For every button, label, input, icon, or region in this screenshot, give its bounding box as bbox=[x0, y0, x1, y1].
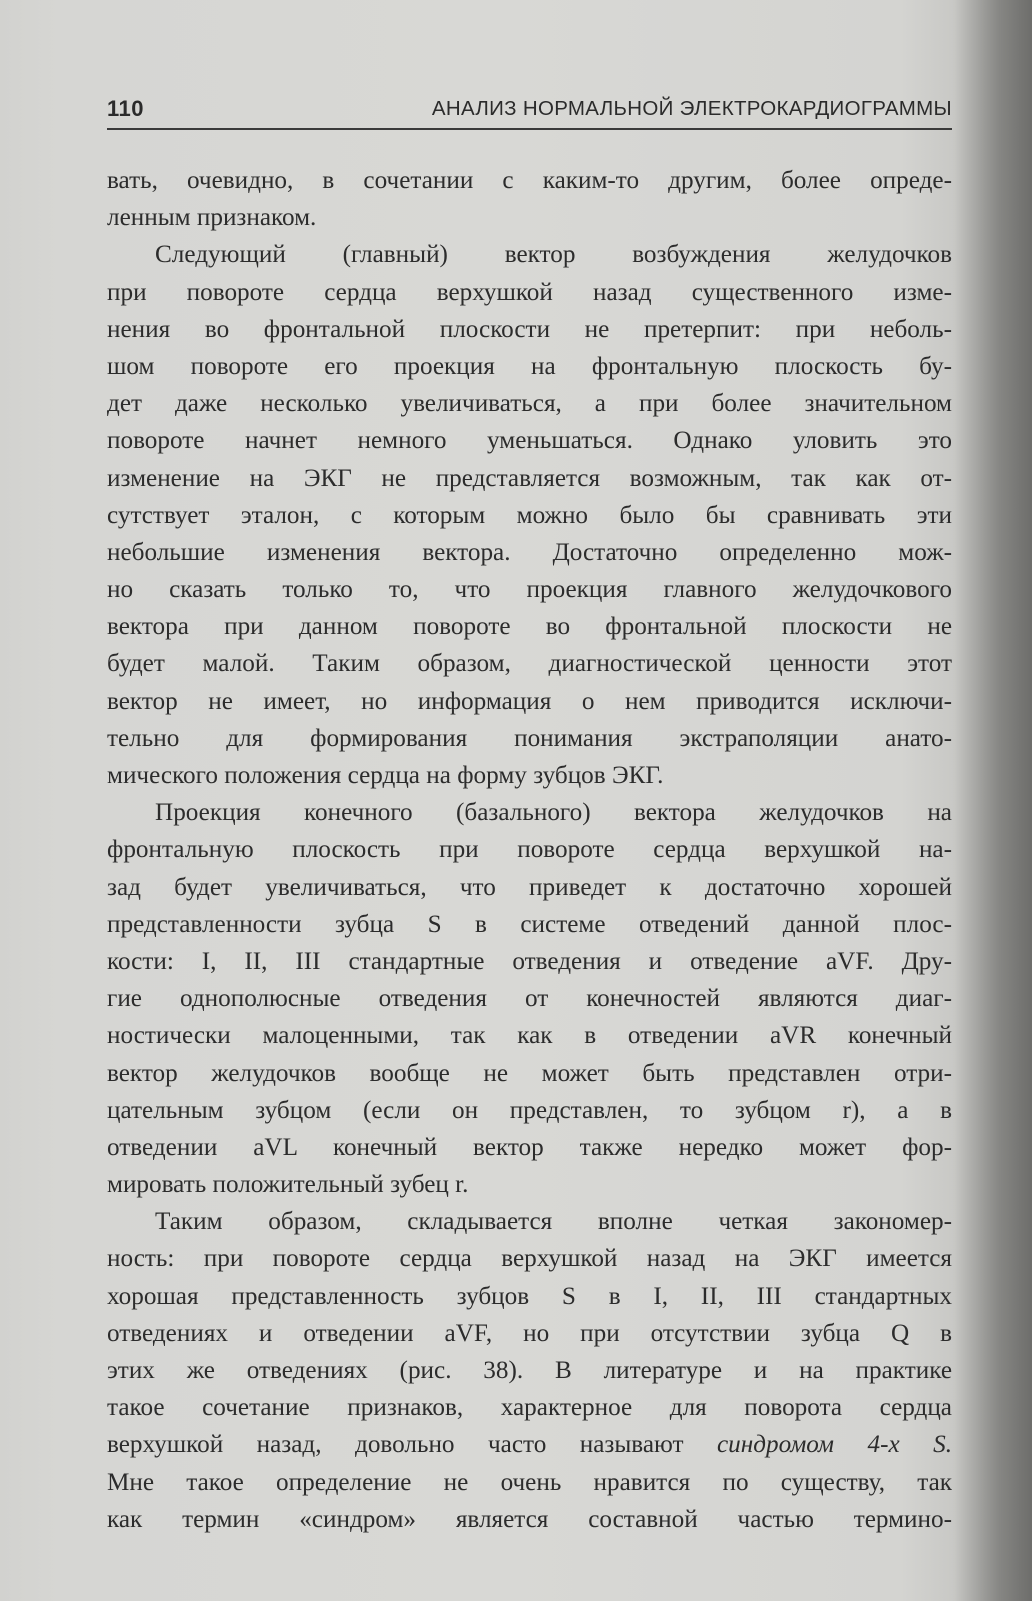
text-line-with-term bbox=[107, 1426, 952, 1463]
text-line: фронтальную плоскость при повороте сердца верхушкой на- bbox=[107, 836, 952, 864]
text-line: ленным признаком. bbox=[107, 204, 317, 232]
text-line: вектор желудочков вообще не может быть представлен отри- bbox=[107, 1059, 952, 1087]
text-line: повороте начнет немного уменьшаться. Однако уловить это bbox=[107, 427, 952, 455]
text-line: вектор не имеет, но информация о нем приводится исключи- bbox=[107, 687, 952, 715]
text-line: мического положения сердца на форму зубцов ЭКГ. bbox=[107, 762, 664, 789]
text-line: хорошая представленность зубцов S в I, II, III стандартных bbox=[107, 1282, 952, 1310]
text-line: но сказать только то, что проекция главного желудочкового bbox=[107, 576, 952, 604]
text-line: как термин «синдром» является составной частью термино- bbox=[107, 1505, 952, 1533]
text-line: шом повороте его проекция на фронтальную плоскость бу- bbox=[107, 352, 952, 380]
body-text bbox=[107, 162, 952, 1538]
paragraph bbox=[107, 162, 952, 236]
paragraph bbox=[107, 794, 952, 1203]
text-line: Проекция конечного (базального) вектора желудочков на bbox=[155, 799, 952, 827]
text-line: представленности зубца S в системе отведений данной плос- bbox=[107, 910, 952, 938]
text-line: тельно для формирования понимания экстраполяции анато- bbox=[107, 724, 952, 752]
text-line: мировать положительный зубец r. bbox=[107, 1171, 469, 1199]
text-line: отведениях и отведении aVF, но при отсутствии зубца Q в bbox=[107, 1319, 952, 1347]
paragraph bbox=[107, 1203, 952, 1538]
text-line: ностически малоценными, так как в отведении aVR конечный bbox=[107, 1022, 952, 1050]
text-line: кости: I, II, III стандартные отведения и отведение aVF. Дру- bbox=[107, 947, 952, 975]
text-line: небольшие изменения вектора. Достаточно определенно мож- bbox=[107, 538, 952, 566]
page-number: 110 bbox=[107, 96, 144, 121]
text-line-lead: верхушкой назад, довольно часто называют bbox=[107, 1431, 684, 1459]
text-line: этих же отведениях (рис. 38). В литературе и на практике bbox=[107, 1357, 952, 1384]
text-line: Таким образом, складывается вполне четкая закономер- bbox=[155, 1208, 952, 1236]
text-line: цательным зубцом (если он представлен, то зубцом r), а в bbox=[107, 1096, 952, 1124]
text-line: такое сочетание признаков, характерное для поворота сердца bbox=[107, 1394, 952, 1422]
text-line: ность: при повороте сердца верхушкой назад на ЭКГ имеется bbox=[107, 1245, 952, 1273]
page-header bbox=[107, 96, 952, 130]
page-gutter-shadow bbox=[952, 0, 1032, 1601]
text-line: сутствует эталон, с которым можно было бы сравнивать эти bbox=[107, 501, 952, 529]
text-line: нения во фронтальной плоскости не претерпит: при неболь- bbox=[107, 315, 952, 343]
text-line: зад будет увеличиваться, что приведет к достаточно хорошей bbox=[107, 873, 952, 901]
text-line: будет малой. Таким образом, диагностической ценности этот bbox=[107, 650, 952, 678]
text-line: дет даже несколько увеличиваться, а при более значительном bbox=[107, 390, 952, 418]
italic-term: синдромом 4-х S. bbox=[716, 1431, 952, 1459]
text-line: отведении aVL конечный вектор также нередко может фор- bbox=[107, 1133, 952, 1161]
text-line: изменение на ЭКГ не представляется возможным, так как от- bbox=[107, 464, 952, 492]
running-title: АНАЛИЗ НОРМАЛЬНОЙ ЭЛЕКТРОКАРДИОГРАММЫ bbox=[431, 97, 952, 120]
paragraph bbox=[107, 236, 952, 794]
text-line: Мне такое определение не очень нравится по существу, так bbox=[107, 1468, 952, 1496]
text-line: вектора при данном повороте во фронтальной плоскости не bbox=[107, 613, 952, 641]
text-line: гие однополюсные отведения от конечностей являются диаг- bbox=[107, 985, 952, 1013]
text-line: Следующий (главный) вектор возбуждения желудочков bbox=[155, 241, 952, 269]
text-line: при повороте сердца верхушкой назад существенного изме- bbox=[107, 278, 952, 306]
text-line: вать, очевидно, в сочетании с каким-то другим, более опреде- bbox=[107, 167, 952, 194]
